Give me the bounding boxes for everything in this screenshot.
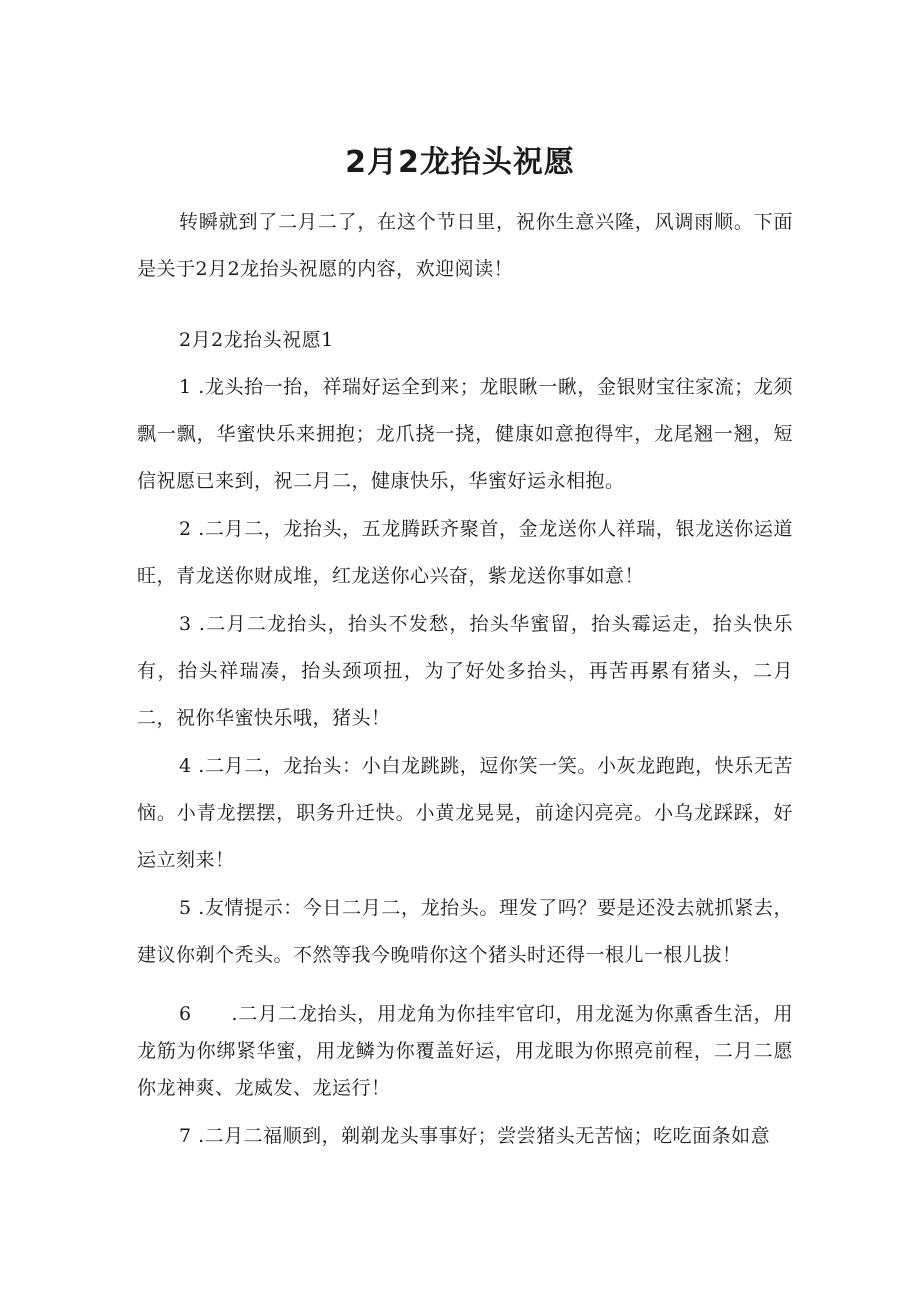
wish-item-3: 3 .二月二龙抬头，抬头不发愁，抬头华蜜留，抬头霉运走，抬头快乐有，抬头祥瑞凑，抬头颈项扭，为了好处多抬头，再苦再累有猪头，二月二，祝你华蜜快乐哦，猪头！	[137, 613, 793, 729]
wish-item-2: 2 .二月二，龙抬头，五龙腾跃齐聚首，金龙送你人祥瑞，银龙送你运道旺，青龙送你财成堆，红龙送你心兴奋，紫龙送你事如意！	[137, 518, 793, 587]
intro-paragraph: 转瞬就到了二月二了，在这个节日里，祝你生意兴隆，风调雨顺。下面是关于2月2龙抬头祝愿的内容，欢迎阅读！	[137, 211, 793, 280]
wish-item-7: 7 .二月二福顺到，剃剃龙头事事好；尝尝猪头无苦恼；吃吃面条如意	[179, 1125, 771, 1147]
wish-item-4: 4 .二月二，龙抬头：小白龙跳跳，逗你笑一笑。小灰龙跑跑，快乐无苦恼。小青龙摆摆，职务升迁快。小黄龙晃晃，前途闪亮亮。小乌龙踩踩，好运立刻来！	[137, 755, 793, 871]
page-title: 2月2龙抬头祝愿	[345, 145, 575, 180]
wish-item-6: 6 .二月二龙抬头，用龙角为你挂牢官印，用龙涎为你熏香生活，用龙筋为你绑紧华蜜，用龙鳞为你覆盖好运，用龙眼为你照亮前程，二月二愿你龙神爽、龙威发、龙运行！	[137, 1003, 793, 1099]
wish-item-1: 1 .龙头抬一抬，祥瑞好运全到来；龙眼瞅一瞅，金银财宝往家流；龙须飘一飘，华蜜快乐来拥抱；龙爪挠一挠，健康如意抱得牢，龙尾翘一翘，短信祝愿已来到，祝二月二，健康快乐，华蜜好运永相抱。	[137, 376, 793, 492]
wish-item-5: 5 .友情提示：今日二月二，龙抬头。理发了吗？要是还没去就抓紧去，建议你剃个秃头。不然等我今晚啃你这个猪头时还得一根儿一根儿拔！	[137, 897, 793, 966]
section-heading: 2月2龙抬头祝愿1	[179, 329, 334, 351]
